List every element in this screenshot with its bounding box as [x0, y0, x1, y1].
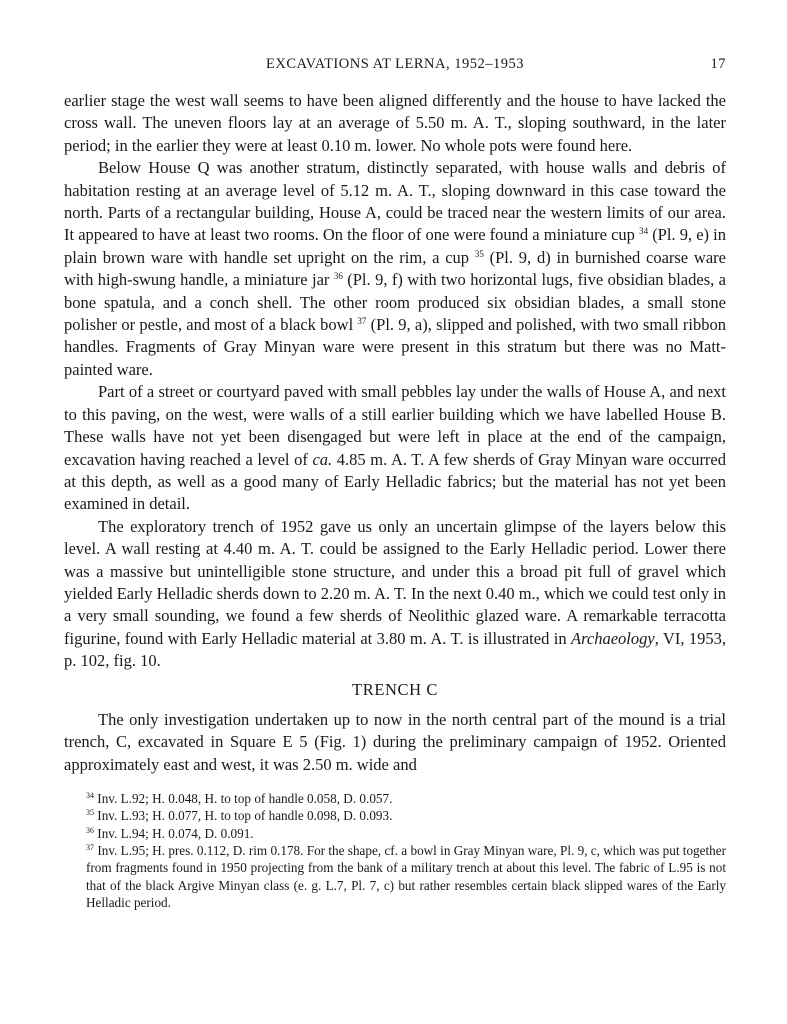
paragraph-2	[64, 157, 726, 381]
paragraph-2-text-b: (Pl. 9, e) in plain brown ware with handle set upright on the rim, a cup	[64, 225, 726, 267]
footnote-number: 36	[86, 825, 94, 835]
footnote-number: 34	[86, 791, 94, 801]
paragraph-4-text-a: The exploratory trench of 1952 gave us only an uncertain glimpse of the layers below this level. A wall resting at 4.40 m. A. T. could be assigned to the Early Helladic period. Lower there was a massive but unintelligible stone structure, and under this a broad pit full of gravel which yielded Early Helladic sherds down to 2.20 m. A. T. In the next 0.40 m., which we could test only in a very small sounding, we found a few sherds of Neolithic glazed ware. A remarkable terracotta figurine, found with Early Helladic material at 3.80 m. A. T. is illustrated in	[64, 516, 726, 648]
paragraph-4-text-b: , VI, 1953, p. 102, fig. 10.	[64, 628, 726, 671]
footnote-37	[86, 842, 726, 911]
running-title: EXCAVATIONS AT LERNA, 1952–1953	[266, 56, 524, 72]
footnote-text: Inv. L.92; H. 0.048, H. to top of handle 0.058, D. 0.057.	[97, 791, 393, 807]
paragraph-5	[64, 709, 726, 776]
footnote-ref-35: 35	[474, 248, 484, 259]
paragraph-4-italic-journal: Archaeology	[570, 628, 655, 648]
paragraph-1	[64, 90, 726, 157]
paragraph-2-text-c: (Pl. 9, d) in burnished coarse ware with high-swung handle, a miniature jar	[64, 247, 726, 290]
footnote-35	[86, 807, 726, 824]
footnote-text: Inv. L.95; H. pres. 0.112, D. rim 0.178. For the shape, cf. a bowl in Gray Minyan ware, Pl. 9, c, which was put together from fragments found in 1950 projecting from the bank of a military trench at about this level. The fabric of L.95 is not that of the black Argive Minyan class (e. g. L.7, Pl. 7, c) but rather resembles certain black slipped wares of the Early Helladic period.	[86, 843, 727, 910]
paragraph-3-text-b: 4.85 m. A. T. A few sherds of Gray Minyan ware occurred at this depth, as well as a good many of Early Helladic fabrics; but the material has not yet been examined in detail.	[64, 449, 727, 514]
paragraph-3-italic-ca: ca.	[312, 449, 333, 469]
running-head	[64, 56, 726, 78]
paragraph-2-text-e: (Pl. 9, a), slipped and polished, with two small ribbon handles. Fragments of Gray Minyan ware were present in this stratum but there was no Matt-painted ware.	[64, 315, 726, 379]
paragraph-4	[64, 516, 726, 673]
paragraph-5-text: The only investigation undertaken up to now in the north central part of the mound is a trial trench, C, excavated in Square E 5 (Fig. 1) during the preliminary campaign of 1952. Oriented approximately east and west, it was 2.50 m. wide and	[64, 709, 726, 774]
footnote-36	[86, 825, 726, 842]
footnote-text: Inv. L.94; H. 0.074, D. 0.091.	[97, 825, 254, 841]
section-heading: TRENCH C	[352, 679, 438, 699]
paragraph-2-text-a: Below House Q was another stratum, distinctly separated, with house walls and debris of habitation resting at an average level of 5.12 m. A. T., sloping downward in this case toward the north. Parts of a rectangular building, House A, could be traced near the western limits of our area. It appeared to have at least two rooms. On the floor of one were found a miniature cup	[64, 158, 726, 245]
footnote-number: 35	[86, 808, 94, 818]
footnote-34	[86, 790, 726, 807]
footnote-ref-34: 34	[639, 226, 649, 237]
paragraph-1-text: earlier stage the west wall seems to have been aligned differently and the house to have lacked the cross wall. The uneven floors lay at an average of 5.50 m. A. T., sloping southward, in the later period; in the earlier they were at least 0.10 m. lower. No whole pots were found here.	[64, 91, 726, 155]
page-number: 17	[710, 56, 726, 72]
paragraph-3-text-a: Part of a street or courtyard paved with small pebbles lay under the walls of House A, and next to this paving, on the west, were walls of a still earlier building which we have labelled House B. These walls have not yet been disengaged but were left in place at the end of the campaign, excavation having reached a level of	[64, 382, 726, 469]
paragraph-3	[64, 381, 726, 515]
footnote-number: 37	[86, 843, 94, 853]
body-text	[64, 90, 726, 776]
footnote-ref-37: 37	[357, 316, 367, 327]
page	[64, 56, 726, 911]
footnotes	[64, 790, 726, 911]
footnote-ref-36: 36	[333, 271, 343, 282]
footnote-text: Inv. L.93; H. 0.077, H. to top of handle 0.098, D. 0.093.	[97, 808, 393, 824]
paragraph-2-text-d: (Pl. 9, f) with two horizontal lugs, five obsidian blades, a bone spatula, and a conch shell. The other room produced six obsidian blades, a small stone polisher or pestle, and most of a black bowl	[64, 270, 726, 335]
